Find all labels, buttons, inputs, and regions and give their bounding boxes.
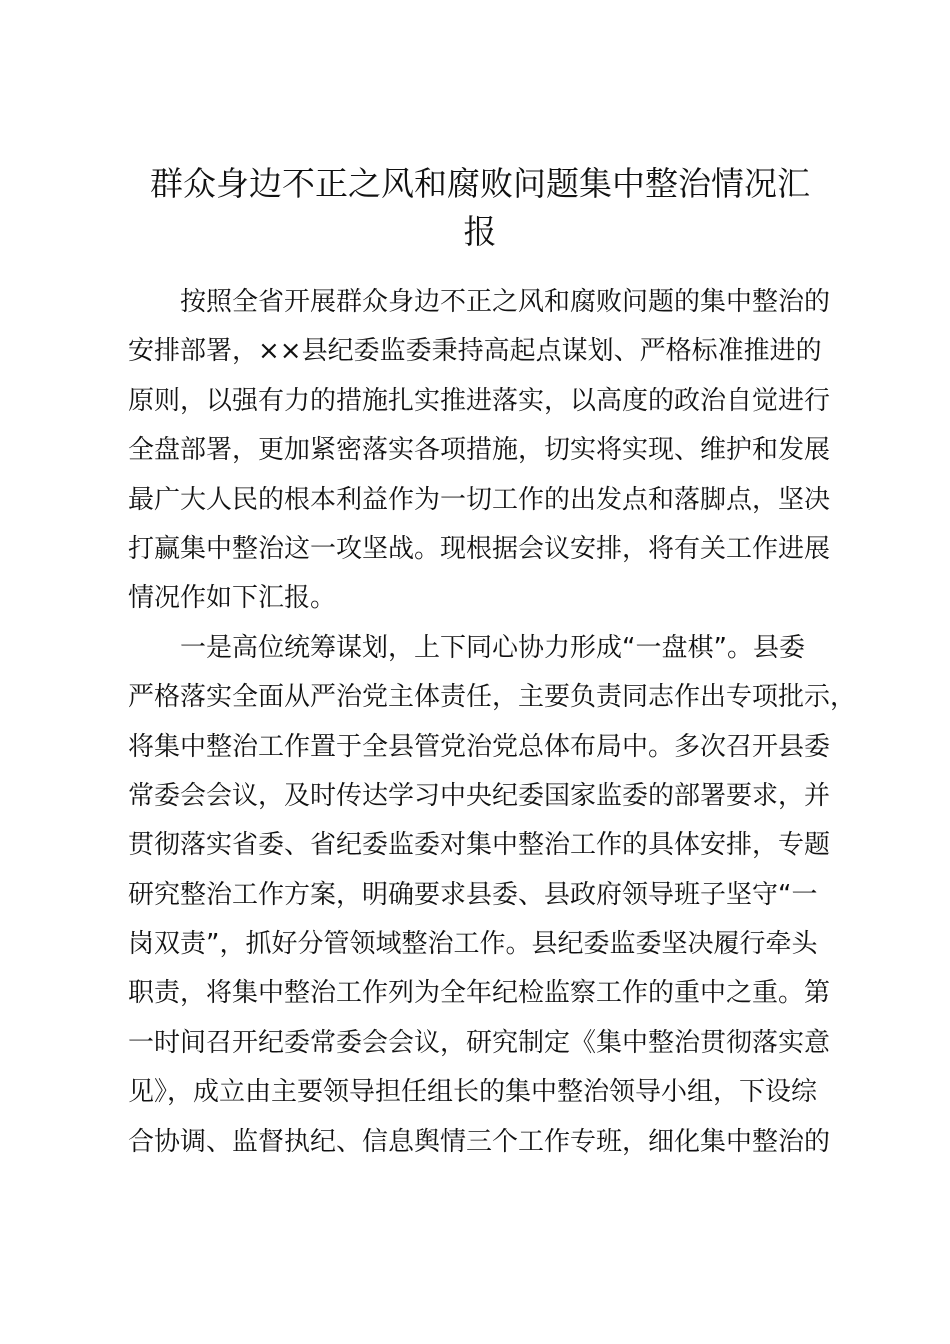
text-line: 见》，成立由主要领导担任组长的集中整治领导小组，下设综 bbox=[128, 1077, 818, 1108]
text-line: 按照全省开展群众身边不正之风和腐败问题的集中整治的 bbox=[180, 287, 831, 317]
paragraph-1 bbox=[128, 278, 848, 624]
text-line: 安排部署，××县纪委监委秉持高起点谋划、严格标准推进的 bbox=[128, 336, 822, 367]
document-body bbox=[128, 278, 857, 1167]
text-line: 岗双责”，抓好分管领域整治工作。县纪委监委坚决履行牵头 bbox=[128, 929, 818, 960]
text-line: 研究整治工作方案，明确要求县委、县政府领导班子坚守“一 bbox=[128, 879, 818, 910]
text-line: 最广大人民的根本利益作为一切工作的出发点和落脚点，坚决 bbox=[128, 484, 831, 515]
text-line: 全盘部署，更加紧密落实各项措施，切实将实现、维护和发展 bbox=[128, 435, 831, 466]
paragraph-2 bbox=[128, 624, 857, 1167]
text-line: 严格落实全面从严治党主体责任，主要负责同志作出专项批示， bbox=[128, 682, 857, 713]
text-line: 合协调、监督执纪、信息舆情三个工作专班，细化集中整治的 bbox=[128, 1126, 831, 1157]
text-line: 将集中整治工作置于全县管党治党总体布局中。多次召开县委 bbox=[128, 731, 831, 762]
text-line: 贯彻落实省委、省纪委监委对集中整治工作的具体安排，专题 bbox=[128, 830, 831, 861]
text-line: 一时间召开纪委常委会会议，研究制定《集中整治贯彻落实意 bbox=[128, 1027, 831, 1058]
text-line: 情况作如下汇报。 bbox=[128, 583, 337, 614]
text-line: 一是高位统筹谋划，上下同心协力形成“一盘棋”。县委 bbox=[180, 632, 805, 663]
text-line: 打赢集中整治这一攻坚战。现根据会议安排，将有关工作进展 bbox=[128, 533, 831, 564]
title-line: 报 bbox=[463, 212, 497, 251]
text-line: 常委会会议，及时传达学习中央纪委国家监委的部署要求，并 bbox=[128, 780, 831, 811]
title-line: 群众身边不正之风和腐败问题集中整治情况汇 bbox=[150, 164, 810, 203]
document-title bbox=[120, 160, 840, 256]
text-line: 原则，以强有力的措施扎实推进落实，以高度的政治自觉进行 bbox=[128, 385, 831, 416]
text-line: 职责，将集中整治工作列为全年纪检监察工作的重中之重。第 bbox=[128, 978, 831, 1009]
